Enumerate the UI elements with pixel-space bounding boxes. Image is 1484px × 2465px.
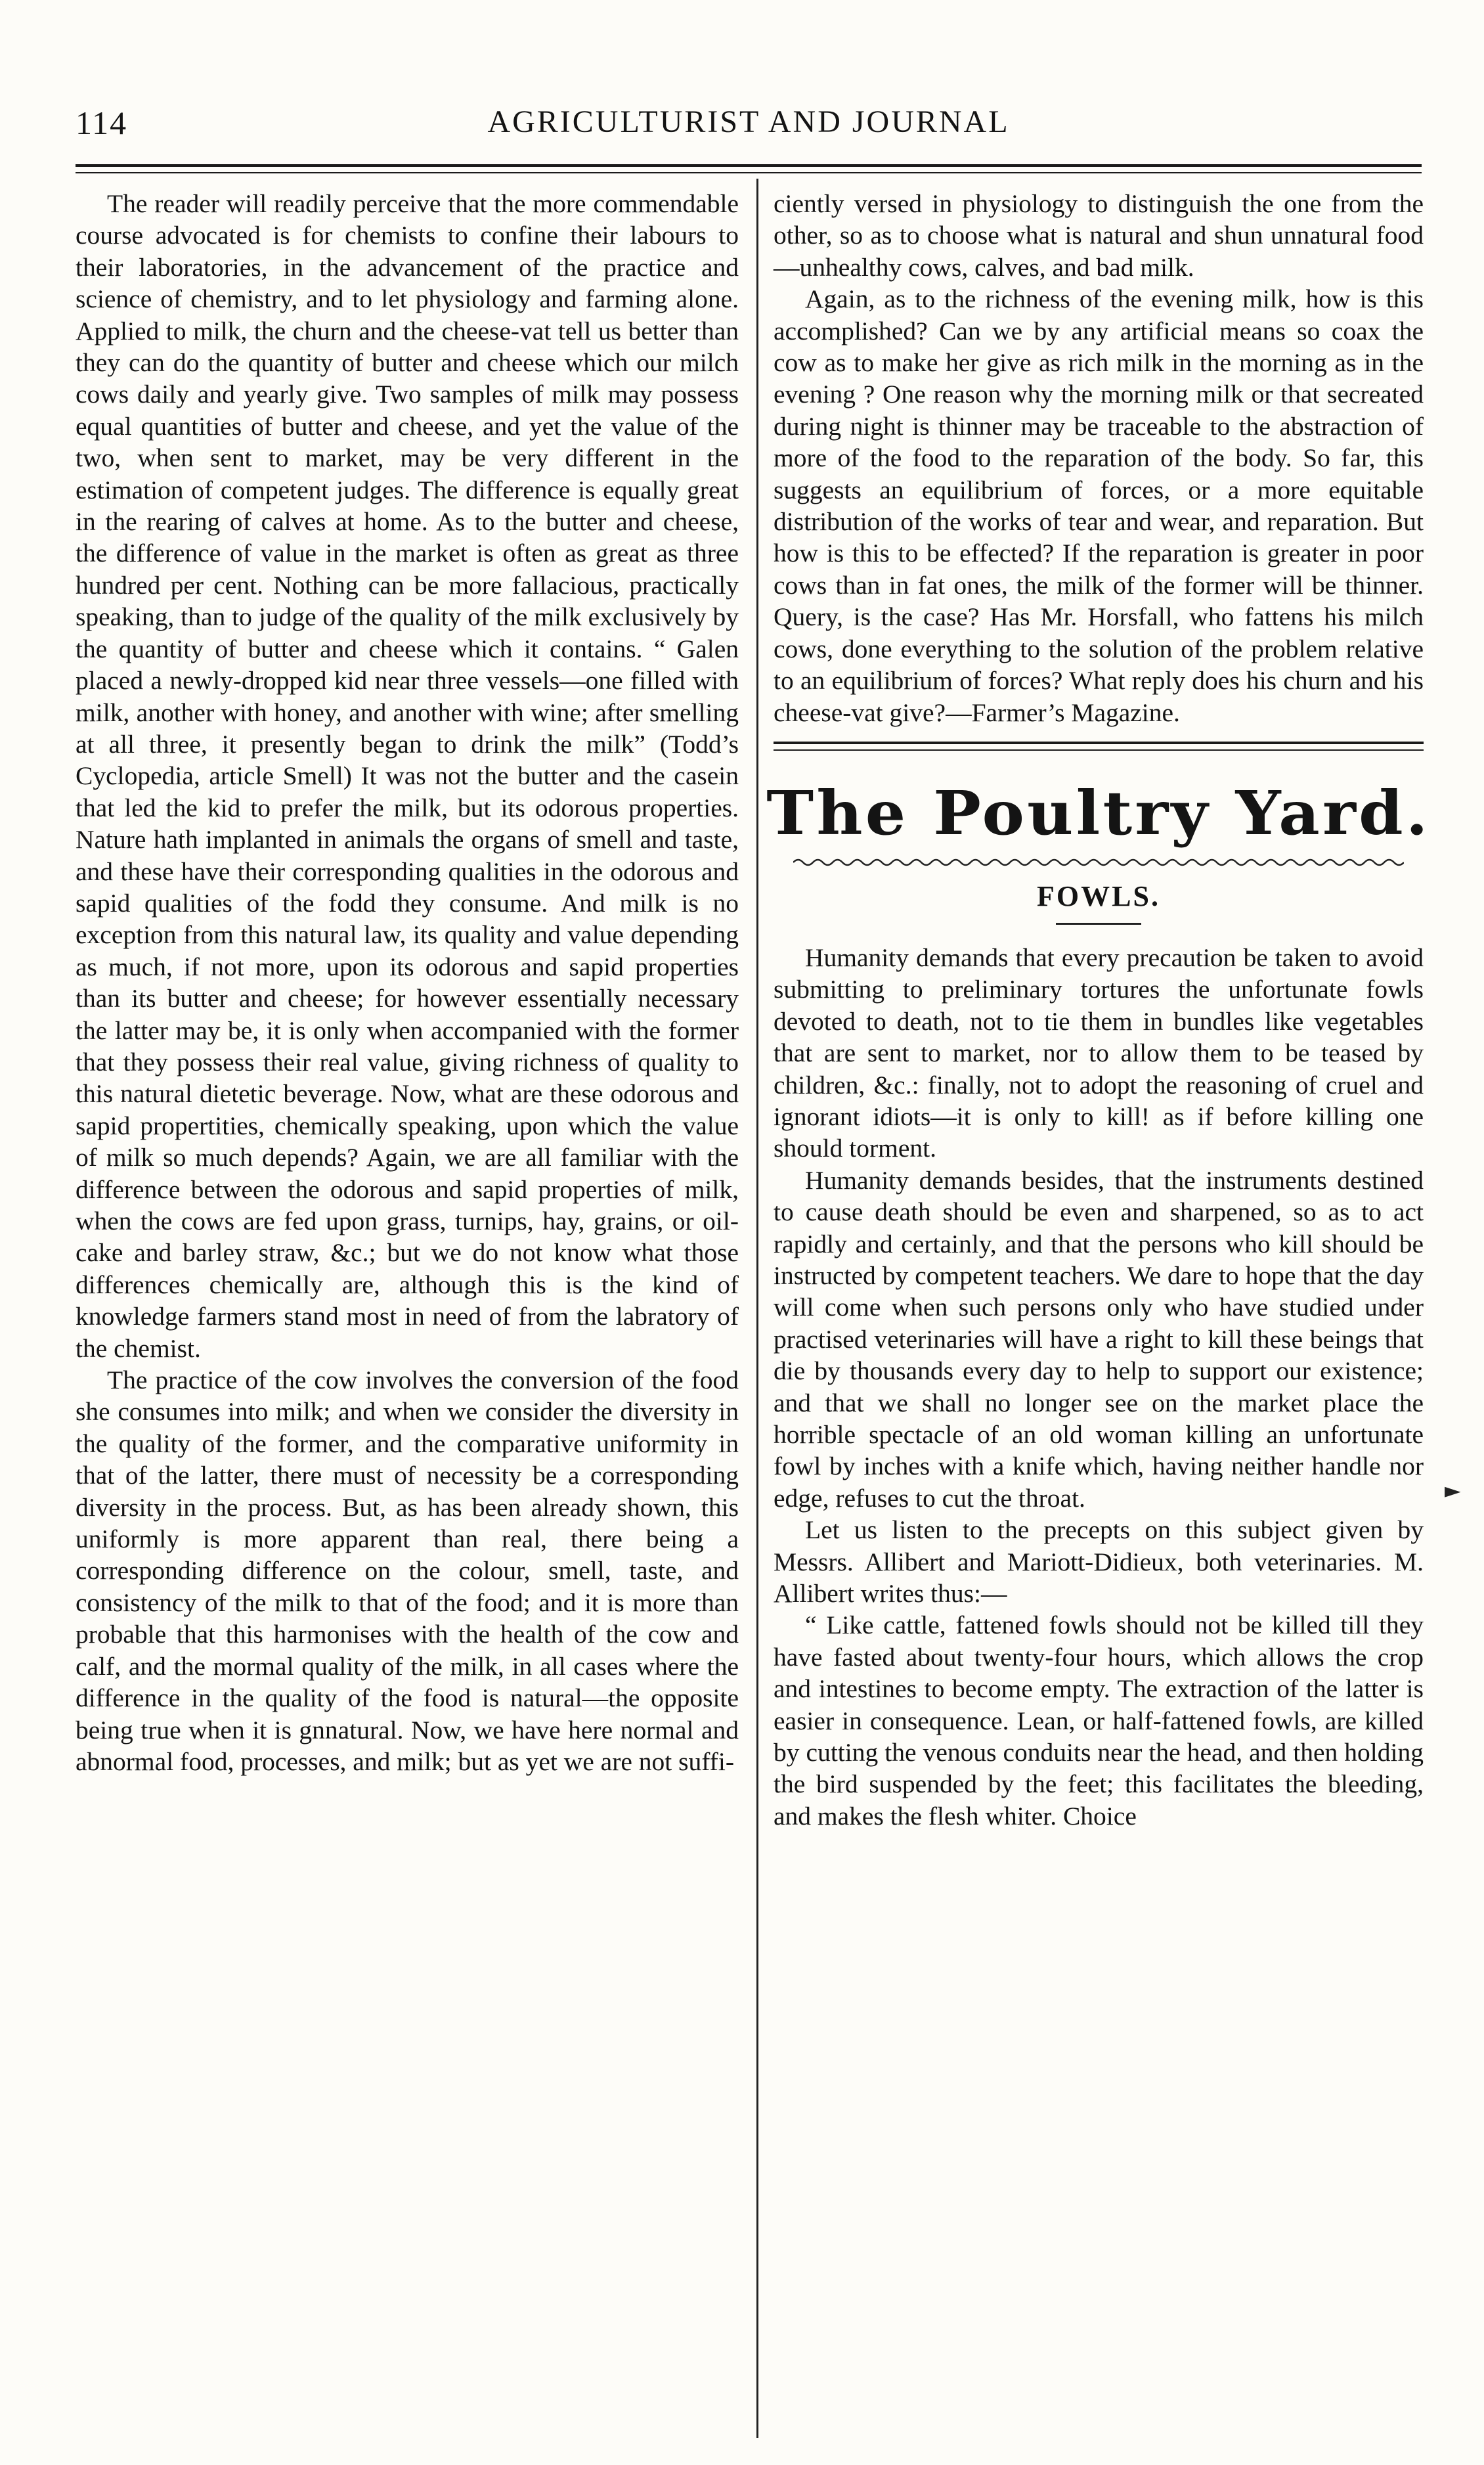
paragraph: Humanity demands besides, that the instruments destined to cause death should be even and sharpened, so as to act rapidly and certainly, and that the persons who kill should be instructed by competent teachers. We dare to hope that the day will come when such persons only who have studied under practised veterinaries will have a right to kill these beings that die by thousands every day to help to support our existence; and that we shall no longer see on the market place the horrible spectacle of an old woman killing an unfortunate fowl by inches with a knife which, having neither handle nor edge, refuses to cut the throat. [774, 1165, 1424, 1513]
article-subheading: FOWLS. [1037, 879, 1160, 912]
section-rule [774, 742, 1424, 744]
running-title: AGRICULTURIST AND JOURNAL [487, 104, 1010, 139]
page-number: 114 [76, 104, 128, 141]
header-rule [76, 164, 1422, 167]
page-header [76, 104, 1422, 150]
section-heading: The Poultry Yard. [766, 777, 1431, 849]
paragraph: Let us listen to the precepts on this subject given by Messrs. Allibert and Mariott-Didieux, both veterinaries. M. Allibert writes thus:— [774, 1515, 1424, 1609]
wavy-ornament-rule [793, 857, 1404, 868]
left-column [76, 188, 739, 1777]
section-rule-thin [774, 749, 1424, 751]
right-column [766, 188, 1431, 1832]
paragraph: Again, as to the richness of the evening milk, how is this accomplished? Can we by any artificial means so coax the cow as to make her give as rich milk in the morning as in the evening ? One reason why the morning milk or that secreated during night is thinner may be traceable to the abstraction of more of the food to the reparation of the body. So far, this suggests an equilibrium of forces, or a more equitable distribution of the works of tear and wear, and reparation. But how is this to be effected? If the reparation is greater in poor cows than in fat ones, the milk of the former will be thinner. Query, is the case? Has Mr. Horsfall, who fattens his milch cows, done everything to the solution of the problem relative to an equilibrium of forces? What reply does his churn and his cheese-vat give?—Farmer’s Magazine. [774, 284, 1424, 727]
header-rule-thin [76, 172, 1422, 173]
margin-arrow-icon: ► [1445, 1478, 1461, 1503]
paragraph: Humanity demands that every precaution be taken to avoid submitting to preliminary tortures the unfortunate fowls devoted to death, not to tie them in bundles like vegetables that are sent to market, nor to allow them to be teased by children, &c.: finally, not to adopt the reasoning of cruel and ignorant idiots—it is only to kill! as if before killing one should torment. [774, 943, 1424, 1163]
paragraph: The reader will readily perceive that the more commendable course advocated is for chemists to confine their labours to their laboratories, in the advancement of the practice and science of chemistry, and to let physiology and farming alone. Applied to milk, the churn and the cheese-vat tell us better than they can do the quantity of butter and cheese which our milch cows daily and yearly give. Two samples of milk may possess equal quantities of butter and cheese, and yet the value of the two, when sent to market, may be very different in the estimation of competent judges. The difference is equally great in the rearing of calves at home. As to the butter and cheese, the difference of value in the market is often as great as three hundred per cent. Nothing can be more fallacious, practically speaking, than to judge of the quality of the milk exclusively by the quantity of butter and cheese which it contains. “ Galen placed a newly-dropped kid near three vessels—one filled with milk, another with honey, and another with wine; after smelling at all three, it presently began to drink the milk” (Todd’s Cyclopedia, article Smell) It was not the butter and the casein that led the kid to prefer the milk, but its odorous properties. Nature hath implanted in animals the organs of smell and taste, and these have their corresponding qualities in the odorous and sapid qualities of the fodd they consume. And milk is no exception from this natural law, its quality and value depending as much, if not more, upon its odorous and sapid properties than its butter and cheese; for however essentially necessary the latter may be, it is only when accompanied with the former that they possess their real value, giving richness of quality to this natural dietetic beverage. Now, what are these odorous and sapid propertities, chemically speaking, upon which the value of milk so much depends? Again, we are all familiar with the difference between the odorous and sapid properties of milk, when the cows are fed upon grass, turnips, hay, grains, or oil-cake and barley straw, &c.; but we do not know what those differences chemically are, although this is the kind of knowledge farmers stand most in need of from the labratory of the chemist. [76, 189, 739, 1363]
paragraph: “ Like cattle, fattened fowls should not be killed till they have fasted about twenty-four hours, which allows the crop and intestines to become empty. The extraction of the latter is easier in consequence. Lean, or half-fattened fowls, are killed by cutting the venous conduits near the head, and then holding the bird suspended by the feet; this facilitates the bleeding, and makes the flesh whiter. Choice [774, 1610, 1424, 1831]
paragraph: ciently versed in physiology to distinguish the one from the other, so as to choose what is natural and shun unnatural food—unhealthy cows, calves, and bad milk. [774, 189, 1424, 282]
paragraph: The practice of the cow involves the conversion of the food she consumes into milk; and when we consider the diversity in the quality of the former, and the comparative uniformity in that of the latter, there must of necessity be a corresponding diversity in the process. But, as has been already shown, this uniformly is more apparent than real, there being a corresponding difference on the colour, smell, taste, and consistency of the milk to that of the food; and it is more than probable that this harmonises with the health of the cow and calf, and the mormal quality of the milk, in all cases where the difference in the quality of the food is natural—the opposite being true when it is gnnatural. Now, we have here normal and abnormal food, processes, and milk; but as yet we are not suffi- [76, 1366, 739, 1776]
column-divider [756, 179, 758, 2438]
short-rule [1056, 923, 1141, 925]
